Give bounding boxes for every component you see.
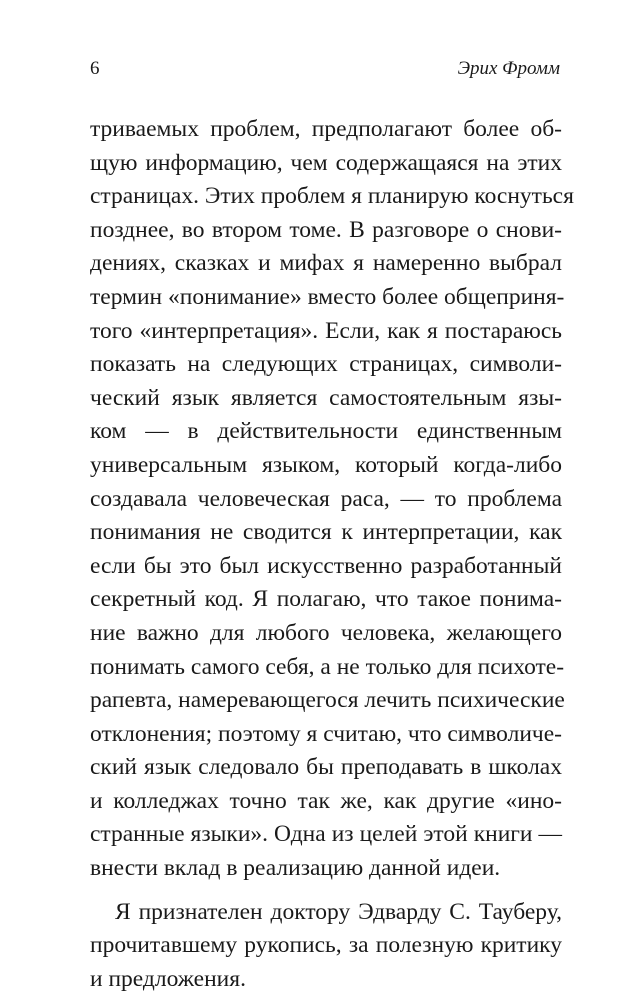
paragraph-gap [90,886,562,896]
page-number: 6 [90,58,100,79]
text-line: термин «понимание» вместо более общеприня- [90,283,565,310]
text-line: дениях, сказках и мифах я намеренно выбрал [90,250,562,277]
text-line: позднее, во втором томе. В разговоре о снови- [90,216,562,243]
text-line: показать на следующих страницах, символи- [90,351,562,378]
text-line: того «интерпретация». Если, как я постараюсь [90,317,562,344]
text-line: триваемых проблем, предполагают более об- [90,116,562,142]
text-line: и предложения. [90,965,246,992]
text-line: рапевта, намеревающегося лечить психические [90,687,565,714]
text-line: понимать самого себя, а не только для психоте- [90,653,565,680]
text-line: ние важно для любого человека, желающего [90,619,562,646]
text-line: секретный код. Я полагаю, что такое понима- [90,586,562,613]
running-head: Эрих Фромм [457,58,560,79]
text-line: страницах. Этих проблем я планирую коснуться [90,183,574,210]
text-line: универсальным языком, который когда-либо [90,451,562,478]
page-header [90,58,560,88]
text-line: если бы это был искусственно разработанный [90,552,562,579]
text-line: щую информацию, чем содержащаяся на этих [90,149,562,176]
text-line: и колледжах точно так же, как другие «ино- [90,787,562,814]
text-line: создавала человеческая раса, — то проблема [90,485,562,512]
text-line: ческий язык является самостоятельным язы- [90,384,562,411]
body-text [90,113,574,996]
text-line: странные языки». Одна из целей этой книги — [90,821,562,848]
text-line: Я признателен доктору Эдварду С. Тауберу, [115,898,562,925]
text-line: прочитавшему рукопись, за полезную критику [90,932,562,959]
text-line: понимания не сводится к интерпретации, как [90,519,562,546]
text-line: отклонения; поэтому я считаю, что символиче- [90,720,562,747]
text-line: внести вклад в реализацию данной идеи. [90,855,501,882]
text-line: ский язык следовало бы преподавать в школах [90,754,562,781]
text-line: ком — в действительности единственным [90,418,562,445]
